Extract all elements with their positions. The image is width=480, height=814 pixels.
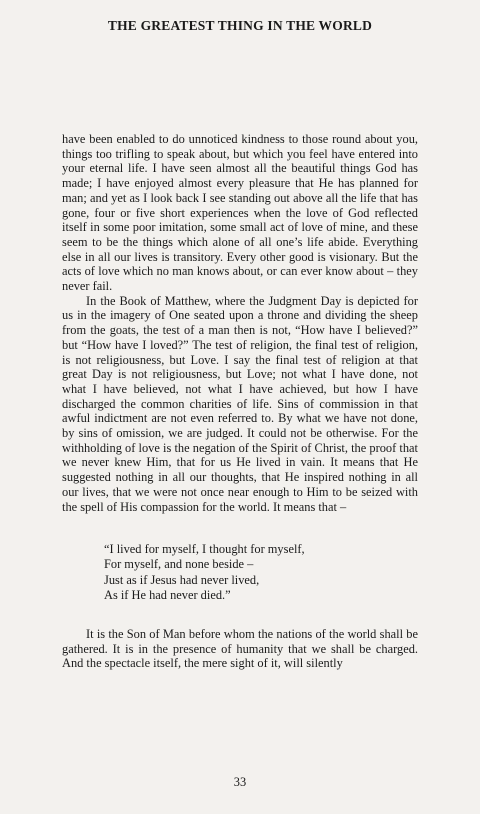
poem-line: Just as if Jesus had never lived,: [104, 572, 260, 587]
body-text: [62, 132, 418, 514]
poem-line: As if He had never died.”: [104, 588, 231, 603]
closing-text: [62, 627, 418, 671]
page-number: 33: [233, 775, 247, 789]
running-head: THE GREATEST THING IN THE WORLD: [107, 18, 373, 33]
paragraph-continued: have been enabled to do unnoticed kindness to those round about you, things too trifling to speak about, but which you feel have entered into your eternal life. I have seen almost all the beautiful things God has made; I have enjoyed almost every pleasure that He has planned for man; and yet as I look back I see standing out above all the life that has gone, four or five short experiences when the love of God reflected itself in some poor imitation, some small act of love of mine, and these seem to be the things which alone of all one’s life abide. Everything else in all our lives is transitory. Every other good is visionary. But the acts of love which no man knows about, or can ever know about – they never fail.: [62, 132, 418, 294]
poem-quote: [104, 542, 305, 604]
paragraph-matthew: In the Book of Matthew, where the Judgment Day is depicted for us in the imagery of One seated upon a throne and dividing the sheep from the goats, the test of a man then is not, “How have I believed?” but “How have I loved?” The test of religion, the final test of religion, is not religiousness, but Love. I say the final test of religion at that great Day is not religiousness, but Love; not what I have done, not what I have believed, not what I have achieved, but how I have discharged the common charities of life. Sins of commission in that awful indictment are not even referred to. By what we have not done, by sins of omission, we are judged. It could not be otherwise. For the withholding of love is the negation of the Spirit of Christ, the proof that we never knew Him, that for us He lived in vain. It means that He suggested nothing in all our thoughts, that He inspired nothing in all our lives, that we were not once near enough to Him to be seized with the spell of His compassion for the world. It means that –: [62, 293, 418, 514]
paragraph-son-of-man: It is the Son of Man before whom the nations of the world shall be gathered. It is in the presence of humanity that we shall be charged. And the spectacle itself, the mere sight of it, will silently: [62, 627, 418, 671]
poem-line: For myself, and none beside –: [104, 557, 254, 572]
poem-line: “I lived for myself, I thought for myself,: [104, 542, 305, 556]
